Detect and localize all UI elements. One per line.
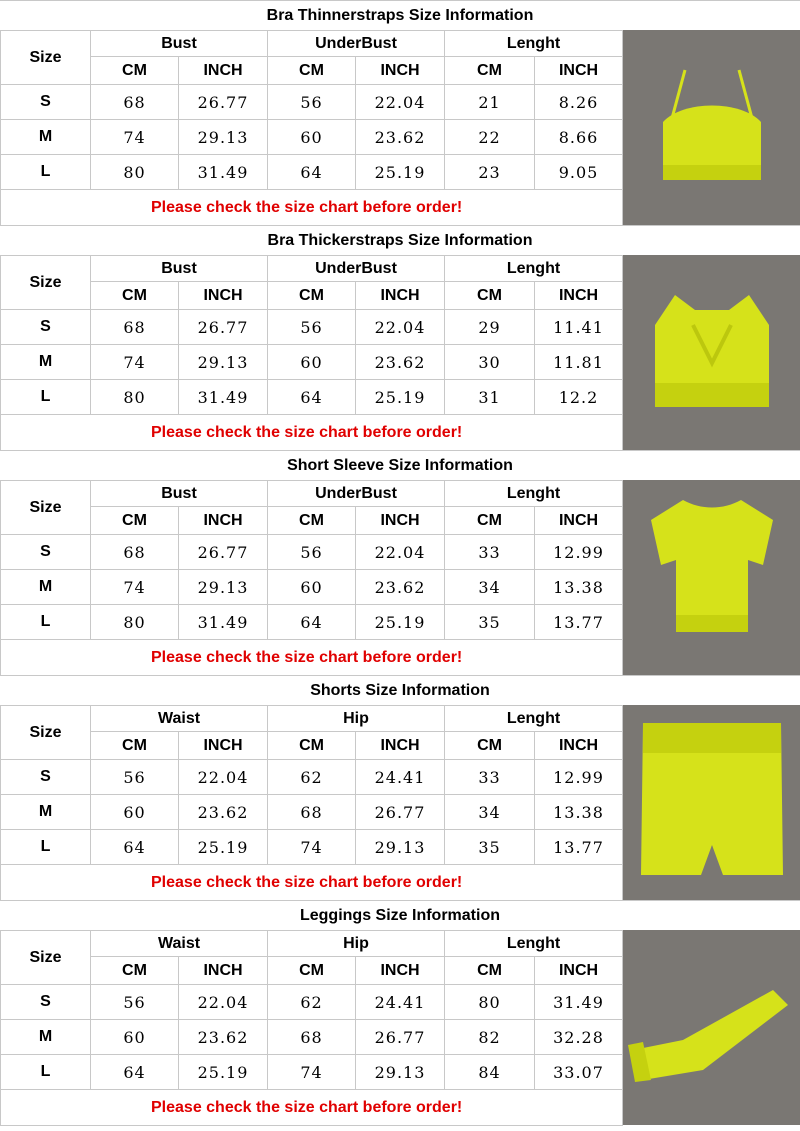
unit-header-inch: INCH xyxy=(179,507,268,535)
size-chart-notice: Please check the size chart before order! xyxy=(1,415,623,451)
value-cell: 35 xyxy=(445,830,535,865)
value-cell: 35 xyxy=(445,605,535,640)
table-row xyxy=(1,310,623,345)
unit-header-cm: CM xyxy=(268,957,356,985)
product-photo xyxy=(622,480,800,675)
size-chart-notice: Please check the size chart before order! xyxy=(1,865,623,901)
value-cell: 12.99 xyxy=(535,535,623,570)
product-photo xyxy=(622,705,800,900)
size-table xyxy=(0,480,623,676)
size-section xyxy=(0,450,800,675)
value-cell: 30 xyxy=(445,345,535,380)
value-cell: 34 xyxy=(445,795,535,830)
unit-header-cm: CM xyxy=(445,282,535,310)
unit-header-cm: CM xyxy=(445,57,535,85)
section-title: Bra Thinnerstraps Size Information xyxy=(0,0,800,30)
value-cell: 33 xyxy=(445,535,535,570)
size-table xyxy=(0,255,623,451)
value-cell: 24.41 xyxy=(356,985,445,1020)
size-chart-notice: Please check the size chart before order! xyxy=(1,1090,623,1126)
section-title: Bra Thickerstraps Size Information xyxy=(0,225,800,255)
value-cell: 31 xyxy=(445,380,535,415)
unit-header-inch: INCH xyxy=(179,57,268,85)
value-cell: 64 xyxy=(91,830,179,865)
unit-header-cm: CM xyxy=(268,732,356,760)
table-row xyxy=(1,570,623,605)
value-cell: 74 xyxy=(91,570,179,605)
size-cell: S xyxy=(1,760,91,795)
value-cell: 12.99 xyxy=(535,760,623,795)
unit-header-cm: CM xyxy=(91,57,179,85)
value-cell: 23.62 xyxy=(179,1020,268,1055)
size-table xyxy=(0,30,623,226)
size-cell: L xyxy=(1,1055,91,1090)
unit-header-inch: INCH xyxy=(356,57,445,85)
value-cell: 82 xyxy=(445,1020,535,1055)
section-title: Short Sleeve Size Information xyxy=(0,450,800,480)
measure-group-header: Lenght xyxy=(445,31,623,57)
value-cell: 84 xyxy=(445,1055,535,1090)
value-cell: 26.77 xyxy=(179,310,268,345)
value-cell: 64 xyxy=(268,605,356,640)
measure-group-header: UnderBust xyxy=(268,481,445,507)
value-cell: 8.26 xyxy=(535,85,623,120)
measure-group-header: Lenght xyxy=(445,256,623,282)
size-cell: S xyxy=(1,535,91,570)
value-cell: 56 xyxy=(91,760,179,795)
value-cell: 21 xyxy=(445,85,535,120)
unit-header-cm: CM xyxy=(268,57,356,85)
measure-group-header: Bust xyxy=(91,31,268,57)
unit-header-cm: CM xyxy=(91,282,179,310)
value-cell: 64 xyxy=(268,155,356,190)
measure-group-header: Bust xyxy=(91,256,268,282)
unit-header-inch: INCH xyxy=(356,282,445,310)
value-cell: 68 xyxy=(91,85,179,120)
size-header: Size xyxy=(1,481,91,535)
value-cell: 68 xyxy=(91,310,179,345)
measure-group-header: Lenght xyxy=(445,706,623,732)
table-row xyxy=(1,1055,623,1090)
value-cell: 23.62 xyxy=(356,120,445,155)
unit-header-inch: INCH xyxy=(535,57,623,85)
table-row xyxy=(1,605,623,640)
value-cell: 80 xyxy=(91,155,179,190)
unit-header-inch: INCH xyxy=(356,957,445,985)
value-cell: 23.62 xyxy=(356,345,445,380)
unit-header-inch: INCH xyxy=(179,957,268,985)
value-cell: 13.77 xyxy=(535,830,623,865)
value-cell: 68 xyxy=(268,1020,356,1055)
size-cell: M xyxy=(1,120,91,155)
value-cell: 60 xyxy=(268,345,356,380)
size-cell: M xyxy=(1,1020,91,1055)
section-title: Shorts Size Information xyxy=(0,675,800,705)
value-cell: 25.19 xyxy=(356,380,445,415)
value-cell: 32.28 xyxy=(535,1020,623,1055)
value-cell: 31.49 xyxy=(179,380,268,415)
value-cell: 29.13 xyxy=(179,120,268,155)
value-cell: 22.04 xyxy=(356,310,445,345)
size-chart-notice: Please check the size chart before order! xyxy=(1,640,623,676)
size-cell: L xyxy=(1,380,91,415)
size-cell: L xyxy=(1,155,91,190)
value-cell: 60 xyxy=(91,795,179,830)
value-cell: 34 xyxy=(445,570,535,605)
value-cell: 25.19 xyxy=(179,830,268,865)
value-cell: 29.13 xyxy=(356,1055,445,1090)
garment-image xyxy=(623,930,800,1125)
value-cell: 56 xyxy=(268,85,356,120)
table-row xyxy=(1,830,623,865)
value-cell: 80 xyxy=(91,605,179,640)
measure-group-header: UnderBust xyxy=(268,256,445,282)
size-section xyxy=(0,225,800,450)
size-header: Size xyxy=(1,706,91,760)
value-cell: 8.66 xyxy=(535,120,623,155)
table-row xyxy=(1,1020,623,1055)
value-cell: 12.2 xyxy=(535,380,623,415)
value-cell: 11.41 xyxy=(535,310,623,345)
unit-header-inch: INCH xyxy=(535,282,623,310)
unit-header-inch: INCH xyxy=(179,282,268,310)
garment-image xyxy=(623,30,800,225)
value-cell: 31.49 xyxy=(179,605,268,640)
value-cell: 56 xyxy=(268,535,356,570)
value-cell: 80 xyxy=(91,380,179,415)
value-cell: 60 xyxy=(91,1020,179,1055)
size-cell: S xyxy=(1,985,91,1020)
value-cell: 13.38 xyxy=(535,570,623,605)
unit-header-cm: CM xyxy=(445,957,535,985)
measure-group-header: Hip xyxy=(268,931,445,957)
measure-group-header: Bust xyxy=(91,481,268,507)
section-title: Leggings Size Information xyxy=(0,900,800,930)
value-cell: 31.49 xyxy=(179,155,268,190)
value-cell: 29.13 xyxy=(356,830,445,865)
unit-header-cm: CM xyxy=(91,957,179,985)
value-cell: 56 xyxy=(91,985,179,1020)
measure-group-header: Lenght xyxy=(445,931,623,957)
product-photo xyxy=(622,255,800,450)
table-row xyxy=(1,760,623,795)
unit-header-inch: INCH xyxy=(535,507,623,535)
value-cell: 26.77 xyxy=(356,1020,445,1055)
unit-header-inch: INCH xyxy=(179,732,268,760)
size-cell: S xyxy=(1,310,91,345)
value-cell: 9.05 xyxy=(535,155,623,190)
table-row xyxy=(1,985,623,1020)
value-cell: 25.19 xyxy=(356,605,445,640)
value-cell: 33 xyxy=(445,760,535,795)
value-cell: 22.04 xyxy=(356,535,445,570)
value-cell: 26.77 xyxy=(179,85,268,120)
size-section xyxy=(0,0,800,225)
size-cell: S xyxy=(1,85,91,120)
table-row xyxy=(1,535,623,570)
value-cell: 62 xyxy=(268,760,356,795)
value-cell: 64 xyxy=(91,1055,179,1090)
table-row xyxy=(1,85,623,120)
value-cell: 23.62 xyxy=(179,795,268,830)
unit-header-inch: INCH xyxy=(535,957,623,985)
value-cell: 13.77 xyxy=(535,605,623,640)
table-row xyxy=(1,795,623,830)
table-row xyxy=(1,380,623,415)
measure-group-header: Hip xyxy=(268,706,445,732)
value-cell: 25.19 xyxy=(179,1055,268,1090)
product-photo xyxy=(622,930,800,1125)
value-cell: 62 xyxy=(268,985,356,1020)
size-cell: M xyxy=(1,570,91,605)
unit-header-cm: CM xyxy=(445,732,535,760)
size-header: Size xyxy=(1,931,91,985)
value-cell: 11.81 xyxy=(535,345,623,380)
value-cell: 74 xyxy=(91,345,179,380)
value-cell: 23 xyxy=(445,155,535,190)
value-cell: 23.62 xyxy=(356,570,445,605)
value-cell: 74 xyxy=(268,830,356,865)
size-chart-notice: Please check the size chart before order! xyxy=(1,190,623,226)
value-cell: 56 xyxy=(268,310,356,345)
value-cell: 64 xyxy=(268,380,356,415)
measure-group-header: Waist xyxy=(91,931,268,957)
table-row xyxy=(1,120,623,155)
value-cell: 33.07 xyxy=(535,1055,623,1090)
garment-image xyxy=(623,255,800,450)
size-cell: M xyxy=(1,345,91,380)
product-photo xyxy=(622,30,800,225)
garment-image xyxy=(623,705,800,900)
value-cell: 22.04 xyxy=(179,985,268,1020)
table-row xyxy=(1,345,623,380)
measure-group-header: UnderBust xyxy=(268,31,445,57)
value-cell: 29 xyxy=(445,310,535,345)
value-cell: 22.04 xyxy=(356,85,445,120)
value-cell: 31.49 xyxy=(535,985,623,1020)
size-header: Size xyxy=(1,256,91,310)
value-cell: 22 xyxy=(445,120,535,155)
value-cell: 29.13 xyxy=(179,570,268,605)
measure-group-header: Lenght xyxy=(445,481,623,507)
value-cell: 80 xyxy=(445,985,535,1020)
table-row xyxy=(1,155,623,190)
size-section xyxy=(0,900,800,1125)
value-cell: 13.38 xyxy=(535,795,623,830)
garment-image xyxy=(623,480,800,675)
value-cell: 22.04 xyxy=(179,760,268,795)
value-cell: 68 xyxy=(268,795,356,830)
value-cell: 24.41 xyxy=(356,760,445,795)
unit-header-cm: CM xyxy=(268,507,356,535)
value-cell: 25.19 xyxy=(356,155,445,190)
value-cell: 68 xyxy=(91,535,179,570)
value-cell: 60 xyxy=(268,570,356,605)
value-cell: 60 xyxy=(268,120,356,155)
size-header: Size xyxy=(1,31,91,85)
value-cell: 26.77 xyxy=(356,795,445,830)
value-cell: 26.77 xyxy=(179,535,268,570)
value-cell: 74 xyxy=(268,1055,356,1090)
size-table xyxy=(0,930,623,1126)
value-cell: 74 xyxy=(91,120,179,155)
unit-header-inch: INCH xyxy=(356,732,445,760)
unit-header-cm: CM xyxy=(268,282,356,310)
unit-header-cm: CM xyxy=(91,732,179,760)
value-cell: 29.13 xyxy=(179,345,268,380)
size-cell: L xyxy=(1,830,91,865)
size-cell: L xyxy=(1,605,91,640)
unit-header-inch: INCH xyxy=(535,732,623,760)
size-table xyxy=(0,705,623,901)
size-cell: M xyxy=(1,795,91,830)
measure-group-header: Waist xyxy=(91,706,268,732)
unit-header-cm: CM xyxy=(91,507,179,535)
unit-header-inch: INCH xyxy=(356,507,445,535)
size-section xyxy=(0,675,800,900)
unit-header-cm: CM xyxy=(445,507,535,535)
